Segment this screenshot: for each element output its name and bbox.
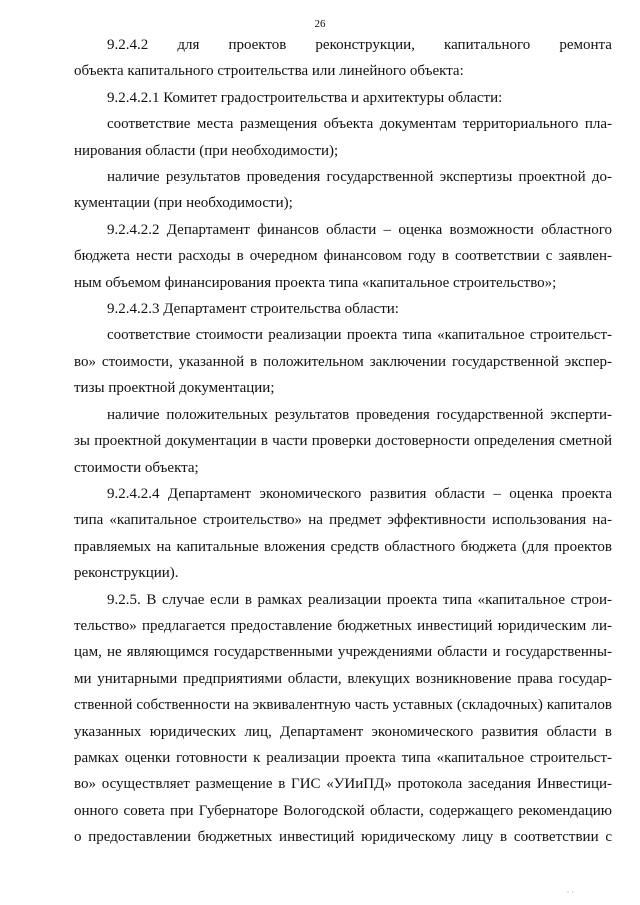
text-line: ми унитарными предприятиями области, влекущих возникновение права государ- bbox=[74, 670, 612, 687]
document-body bbox=[74, 32, 612, 851]
heading-word: проектов bbox=[228, 37, 287, 53]
text-line: тельство» предлагается предоставление бюджетных инвестиций юридическим ли- bbox=[74, 617, 612, 634]
text-line: реконструкции). bbox=[74, 565, 179, 582]
text-line: о предоставлении бюджетных инвестиций юридическому лицу в соответствии с bbox=[74, 829, 612, 846]
heading-word: для bbox=[177, 37, 200, 53]
clause-heading: 9.2.4.2.3 Департамент строительства области: bbox=[107, 301, 399, 318]
text-line: указанных юридических лиц, Департамент экономического развития области в bbox=[74, 723, 612, 740]
text-line: во» стоимости, указанной в положительном заключении государственной экспер- bbox=[74, 353, 612, 370]
text-line: нирования области (при необходимости); bbox=[74, 142, 339, 159]
heading-word: ремонта bbox=[559, 37, 612, 53]
clause-heading: 9.2.4.2.1 Комитет градостроительства и архитектуры области: bbox=[107, 89, 503, 106]
text-line: объекта капитального строительства или линейного объекта: bbox=[74, 63, 464, 80]
heading-word: реконструкции, bbox=[315, 37, 415, 53]
text-line: цам, не являющимся государственными учреждениями области и государственны- bbox=[74, 644, 612, 661]
text-line: кументации (при необходимости); bbox=[74, 195, 293, 212]
text-line: рамках оценки готовности к реализации проекта типа «капитальное строительст- bbox=[74, 749, 612, 766]
text-line: соответствие стоимости реализации проекта типа «капитальное строительст- bbox=[107, 327, 612, 344]
text-line: типа «капитальное строительство» на предмет эффективности использования на- bbox=[74, 512, 612, 529]
text-line: бюджета нести расходы в очередном финансовом году в соответствии с заявлен- bbox=[74, 248, 612, 265]
clause-text: 9.2.4.2.2 Департамент финансов области – оценка возможности областного bbox=[107, 221, 612, 238]
clause-heading-line bbox=[74, 32, 612, 58]
page-number: 26 bbox=[314, 18, 326, 30]
text-line: онного совета при Губернаторе Вологодской области, содержащего рекомендацию bbox=[74, 802, 612, 819]
text-line: наличие положительных результатов проведения государственной эксперти- bbox=[107, 406, 612, 423]
heading-word: капитального bbox=[444, 37, 531, 53]
clause-text: 9.2.5. В случае если в рамках реализации проекта типа «капитальное строи- bbox=[107, 591, 612, 608]
clause-text: 9.2.4.2.4 Департамент экономического развития области – оценка проекта bbox=[107, 485, 612, 502]
text-line: наличие результатов проведения государственной экспертизы проектной до- bbox=[107, 169, 612, 186]
text-line: ным объемом финансирования проекта типа «капитальное строительство»; bbox=[74, 274, 557, 291]
scan-mark: · · bbox=[566, 888, 574, 897]
text-line: во» осуществляет размещение в ГИС «УИиПД» протокола заседания Инвестици- bbox=[74, 776, 612, 793]
clause-number: 9.2.4.2 bbox=[107, 37, 149, 53]
text-line: стоимости объекта; bbox=[74, 459, 199, 476]
text-line: правляемых на капитальные вложения средств областного бюджета (для проектов bbox=[74, 538, 612, 555]
text-line: тизы проектной документации; bbox=[74, 380, 275, 397]
text-line: зы проектной документации в части проверки достоверности определения сметной bbox=[74, 433, 612, 450]
text-line: соответствие места размещения объекта документам территориального пла- bbox=[107, 116, 612, 133]
text-line: ственной собственности на эквивалентную часть уставных (складочных) капиталов bbox=[74, 697, 612, 714]
